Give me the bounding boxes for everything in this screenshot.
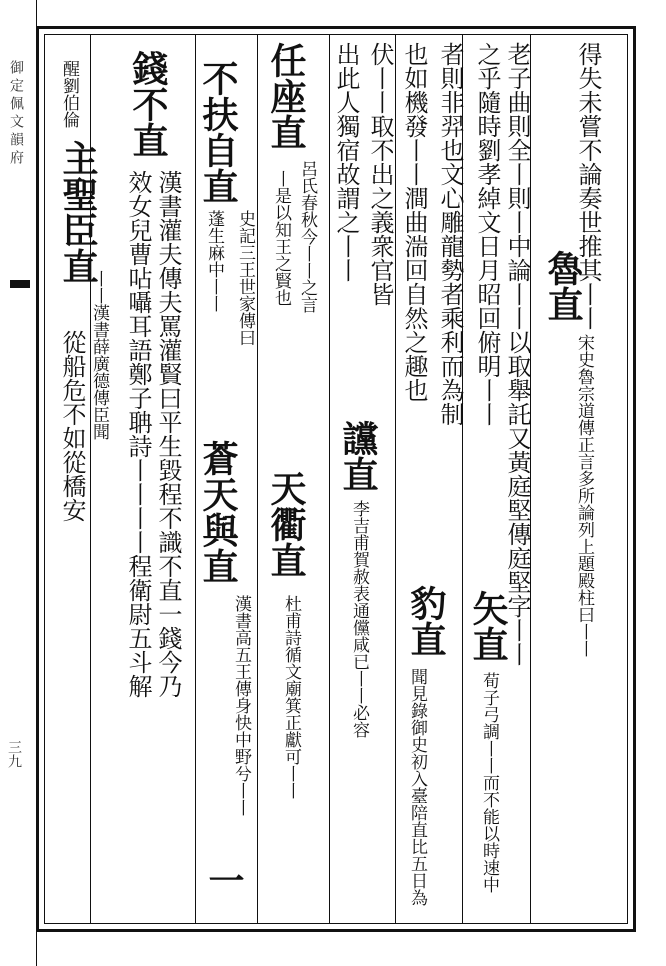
text-column: 杜甫詩循文廟箕正獻可丨丨 — [281, 595, 301, 799]
text-column: 漢書高五王傳身快中野兮丨丨 — [231, 595, 251, 816]
text-column: 得失未嘗不論奏世推其丨丨 — [574, 42, 602, 330]
text-column: 李吉甫賀赦表通儻咸已丨丨必容 — [349, 500, 369, 738]
headword: 魯直 — [542, 250, 584, 322]
column-rule — [329, 34, 330, 924]
page-number: 三九 — [6, 740, 22, 768]
headword: 一 — [203, 862, 245, 898]
text-column: 效女兒曹呫囁耳語鄭子聃詩丨丨丨丨程衛尉五斗解 — [124, 170, 152, 698]
headword: 錢不直 — [127, 50, 169, 158]
headword: 蒼天與直 — [197, 440, 239, 584]
text-column: 者則非羿也文心雕龍勢者乘利而為制 — [436, 42, 464, 426]
margin-header: 御定佩文韻府 — [8, 60, 24, 168]
text-column: 蓬生麻中丨丨 — [204, 210, 224, 312]
headword: 讜直 — [337, 420, 379, 492]
headword: 主聖臣直 — [57, 140, 99, 284]
headword: 豹直 — [405, 585, 447, 657]
column-rule — [395, 34, 396, 924]
text-column: 宋史魯宗道傳正言多所論列上題殿柱曰丨丨 — [574, 334, 594, 657]
text-column: 丨是以知王之賢也 — [271, 170, 291, 306]
text-column: 老子曲則全丨則丨中論丨丨以取舉託又黃庭堅傳庭堅字丨丨 — [503, 42, 531, 666]
text-column: 聞見錄御史初入臺陪直比五日為 — [407, 668, 427, 906]
headword: 天衢直 — [265, 470, 307, 578]
text-column: 伏丨丨取不出之義衆官皆 — [366, 42, 394, 306]
text-column: 史記三王世家傳曰 — [235, 210, 255, 346]
text-column: 荀子弓調丨丨而不能以時速中 — [479, 672, 499, 893]
text-column: 之乎隨時劉孝綽文日月昭回俯明丨丨 — [473, 42, 501, 426]
text-column: 出此人獨宿故謂之丨丨 — [332, 42, 360, 282]
text-column: 呂氏春秋今丨丨之言 — [297, 160, 317, 313]
column-rule — [195, 34, 196, 924]
text-column: 醒劉伯倫 — [59, 60, 79, 128]
text-column: 也如機發丨丨澗曲湍回自然之趣也 — [400, 42, 428, 402]
margin-mark — [10, 280, 30, 288]
text-column: 從船危不如從橋安 — [58, 330, 86, 522]
headword: 矢直 — [467, 590, 509, 662]
headword: 不扶自直 — [197, 60, 239, 204]
column-rule — [257, 34, 258, 924]
headword: 任座直 — [265, 42, 307, 150]
text-column: 丨丨漢書薛廣德傳臣聞 — [89, 270, 109, 440]
text-column: 漢書灌夫傳夫罵灌賢曰平生毀程不識不直一錢今乃 — [154, 170, 182, 698]
